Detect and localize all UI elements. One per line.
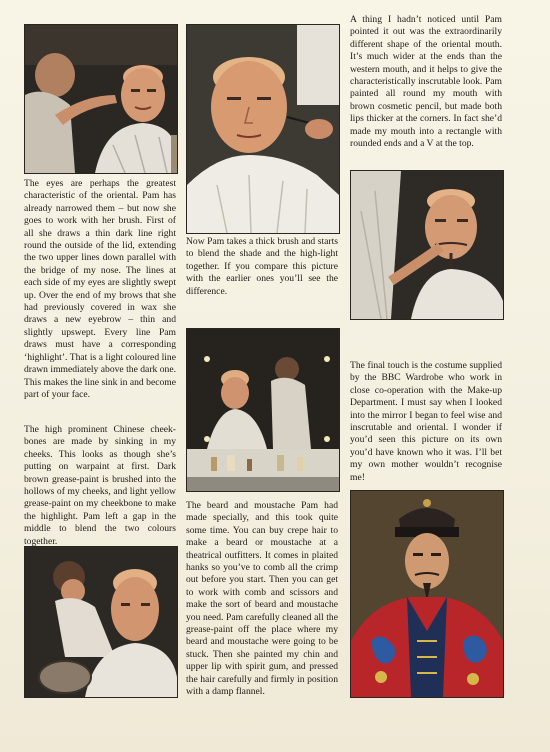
text-mouth: A thing I hadn’t noticed until Pam pointed it out was the extraordinarily different shape of the oriental mouth. It’s much wider at the ends than the western mouth, and it helps to give the characteristically inscrutable look. Pam painted all round my mouth with brown cosmetic pencil, but made both lips thicker at the corners. In fact she’d made my mouth into a rectangle with rounded ends and a V at the top. (350, 14, 502, 150)
photo-cheek-makeup (24, 546, 178, 698)
text-blend: Now Pam takes a thick brush and starts to blend the shade and the high-light together. If you compare this picture with the earlier ones you’ll see the difference. (186, 236, 338, 297)
text-cheekbones: The high prominent Chinese cheek-bones are made by sinking in my cheeks. This looks as though she’s putting on warpaint at first. Dark brown grease-paint is brushed into the hollows of my cheeks, and light yellow grease-paint on my cheekbone to make the highlight. Pam left a gap in the middle to blend the two colours together. (24, 424, 176, 547)
photo-eye-makeup (24, 24, 178, 174)
text-eyes: The eyes are perhaps the greatest characteristic of the oriental. Pam has already narrowed them – but now she goes to work with her brush. First of all she draws a thin dark line right round the outside of the lid, extending the two upper lines down parallel with the bridge of my nose. The lines at each side of my eyes are slightly swept up. Over the end of my brows that she had previously covered in wax she draws a new eyebrow – thin and slightly upswept. Every line Pam draws must have a corresponding ‘highlight’. That is a light coloured line drawn immediately above the dark one. This makes the line sink in and become part of your face. (24, 178, 176, 400)
text-beard: The beard and moustache Pam had made specially, and this took quite some time. You can buy crepe hair to make a beard or moustache at a theatrical outfitters. It comes in plaited hanks so you’ve to comb all the crimp out before you start. Then you can get to work with comb and scissors and make the sort of beard and moustache you need. Pam carefully cleaned all the grease-paint off the place where my beard and moustache were going to be stuck. Then she painted my chin and upper lip with spirit gum, and pressed the hair carefully and firmly in position with a damp flannel. (186, 500, 338, 698)
photo-mouth-makeup (350, 170, 504, 320)
photo-blending (186, 24, 340, 234)
photo-costume (350, 490, 504, 698)
photo-mirror-scene (186, 328, 340, 492)
text-costume: The final touch is the costume supplied by the BBC Wardrobe who work in close co-operation with the Make-up Department. I must say when I looked into the mirror I began to feel wise and inscrutable and oriental. I wonder if you’d seen this picture on its own you’d have known who it was. I’ll bet my own mother wouldn’t recognise me! (350, 360, 502, 483)
